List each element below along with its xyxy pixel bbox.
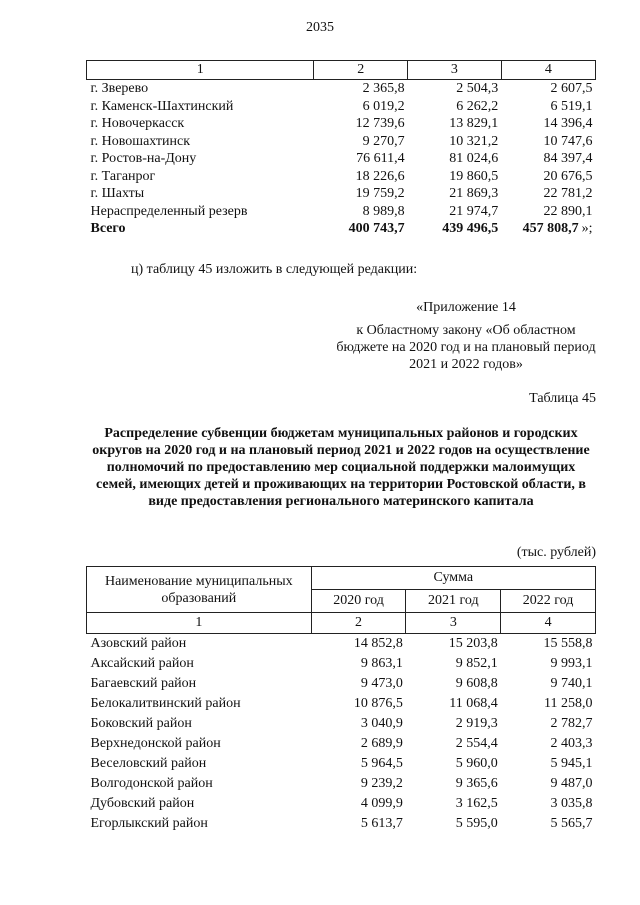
units-label: (тыс. рублей) — [516, 545, 596, 560]
row-name: Боковский район — [90, 716, 192, 731]
value-2022: 2 607,5 — [550, 81, 593, 96]
table-body — [87, 634, 596, 835]
table-number: Таблица 45 — [529, 391, 596, 406]
header-2022: 2022 год — [501, 590, 596, 613]
table-row — [87, 674, 596, 694]
table-row — [87, 185, 596, 203]
value-2020: 19 759,2 — [355, 186, 405, 201]
row-name: Егорлыкский район — [90, 816, 208, 831]
table-row — [87, 774, 596, 794]
value-2020: 2 689,9 — [360, 736, 403, 751]
value-2020: 12 739,6 — [355, 116, 405, 131]
value-2022: 2 403,3 — [550, 736, 593, 751]
value-2022: 11 258,0 — [544, 696, 593, 711]
value-2022: 84 397,4 — [543, 151, 593, 166]
row-name: Аксайский район — [90, 656, 194, 671]
table-header-row — [87, 61, 596, 80]
row-name: Волгодонской район — [90, 776, 213, 791]
value-2020: 14 852,8 — [353, 636, 403, 651]
col-number: 3 — [406, 613, 501, 634]
value-2022: 10 747,6 — [543, 133, 593, 149]
value-2021: 9 608,8 — [455, 676, 498, 691]
row-name: Нераспределенный резерв — [90, 203, 248, 219]
value-2022: 2 782,7 — [550, 716, 593, 731]
table-row — [87, 794, 596, 814]
table-row — [87, 150, 596, 168]
value-2022: 5 945,1 — [550, 756, 593, 771]
row-name: Верхнедонской район — [90, 736, 221, 751]
row-name: г. Таганрог — [90, 168, 156, 184]
value-2022: 15 558,8 — [543, 636, 593, 651]
total-2022-value: 457 808,7 — [522, 221, 579, 236]
table-row — [87, 133, 596, 151]
value-2022: 22 781,2 — [543, 186, 593, 201]
value-2020: 9 239,2 — [360, 776, 403, 791]
value-2021: 9 852,1 — [455, 656, 498, 671]
row-name: Белокалитвинский район — [90, 696, 241, 711]
value-2022: 9 740,1 — [550, 676, 593, 691]
value-2021: 9 365,6 — [455, 776, 498, 791]
header-sum: Сумма — [311, 567, 595, 590]
row-name: г. Зверево — [90, 81, 149, 96]
table-row — [87, 168, 596, 186]
value-2021: 21 974,7 — [449, 203, 499, 219]
subvention-table — [86, 566, 596, 834]
total-2022 — [501, 220, 595, 238]
col-number: 1 — [87, 613, 312, 634]
value-2021: 21 869,3 — [449, 186, 499, 201]
value-2020: 9 473,0 — [360, 676, 403, 691]
table-row — [87, 634, 596, 655]
value-2020: 76 611,4 — [356, 151, 405, 166]
annex-title: «Приложение 14 — [416, 300, 516, 315]
row-name: Азовский район — [90, 636, 187, 651]
row-name: г. Каменск-Шахтинский — [90, 98, 234, 114]
page-number: 2035 — [306, 20, 334, 35]
col-number: 2 — [311, 613, 406, 634]
value-2020: 5 964,5 — [360, 756, 403, 771]
value-2020: 10 876,5 — [353, 696, 403, 711]
value-2020: 6 019,2 — [362, 98, 405, 114]
row-name: г. Новочеркасск — [90, 116, 185, 131]
header-2020: 2020 год — [311, 590, 406, 613]
table-row — [87, 754, 596, 774]
value-2020: 18 226,6 — [355, 168, 405, 184]
table-heading: Распределение субвенции бюджетам муниципальных районов и городских округов на 2020 год и на плановый период 2021 и 2022 годов на осуществление полномочий по предоставлению мер социальной поддержки малоимущих семей, имеющих детей и проживающих на территории Ростовской области, в виде предоставления регионального материнского капитала — [92, 426, 590, 509]
col-number: 4 — [501, 61, 595, 80]
table-row — [87, 814, 596, 834]
total-2021: 439 496,5 — [442, 221, 499, 236]
amendment-instruction: ц) таблицу 45 изложить в следующей редакции: — [131, 262, 418, 277]
table-row — [87, 80, 596, 98]
col-number: 1 — [87, 61, 314, 80]
value-2021: 11 068,4 — [449, 696, 498, 711]
col-number: 2 — [314, 61, 408, 80]
value-2021: 5 595,0 — [455, 816, 498, 831]
total-2020: 400 743,7 — [348, 221, 405, 236]
value-2022: 6 519,1 — [550, 98, 593, 114]
table-row — [87, 654, 596, 674]
value-2021: 2 554,4 — [455, 736, 498, 751]
row-name: Веселовский район — [90, 756, 207, 771]
value-2021: 19 860,5 — [449, 168, 499, 184]
value-2022: 20 676,5 — [543, 168, 593, 184]
table-row — [87, 98, 596, 116]
row-name: г. Ростов-на-Дону — [90, 151, 197, 166]
value-2020: 4 099,9 — [360, 796, 403, 811]
table-row — [87, 714, 596, 734]
value-2021: 2 504,3 — [456, 81, 499, 96]
value-2020: 9 270,7 — [362, 133, 405, 149]
annex-subtitle: к Областному закону «Об областном бюджете на 2020 год и на плановый период 2021 и 2022 годов» — [336, 323, 596, 372]
row-name: Дубовский район — [90, 796, 195, 811]
table-row — [87, 115, 596, 133]
total-label: Всего — [90, 221, 126, 236]
value-2020: 8 989,8 — [362, 203, 405, 219]
row-name: г. Новошахтинск — [90, 133, 191, 149]
value-2021: 6 262,2 — [456, 98, 499, 114]
value-2022: 22 890,1 — [543, 203, 593, 219]
table-total-row — [87, 220, 596, 238]
row-name: Багаевский район — [90, 676, 197, 691]
column-number-row — [87, 613, 596, 634]
table-row — [87, 734, 596, 754]
value-2021: 81 024,6 — [449, 151, 499, 166]
value-2021: 5 960,0 — [455, 756, 498, 771]
value-2020: 9 863,1 — [360, 656, 403, 671]
table-row — [87, 694, 596, 714]
header-name: Наименование муниципальных образований — [87, 567, 312, 613]
col-number: 3 — [408, 61, 502, 80]
value-2022: 9 993,1 — [550, 656, 593, 671]
value-2021: 15 203,8 — [448, 636, 498, 651]
closing-quote: »; — [581, 221, 593, 236]
value-2022: 9 487,0 — [550, 776, 593, 791]
value-2022: 5 565,7 — [550, 816, 593, 831]
value-2020: 2 365,8 — [362, 81, 405, 96]
table-row — [87, 203, 596, 221]
value-2021: 2 919,3 — [455, 716, 498, 731]
value-2022: 3 035,8 — [550, 796, 593, 811]
table-header-row — [87, 567, 596, 590]
value-2021: 10 321,2 — [449, 133, 499, 149]
table-body — [87, 80, 596, 221]
value-2021: 13 829,1 — [449, 116, 499, 131]
value-2021: 3 162,5 — [455, 796, 498, 811]
value-2022: 14 396,4 — [543, 116, 593, 131]
row-name: г. Шахты — [90, 186, 145, 201]
table-continuation — [86, 60, 596, 238]
value-2020: 5 613,7 — [360, 816, 403, 831]
header-2021: 2021 год — [406, 590, 501, 613]
col-number: 4 — [501, 613, 596, 634]
value-2020: 3 040,9 — [360, 716, 403, 731]
